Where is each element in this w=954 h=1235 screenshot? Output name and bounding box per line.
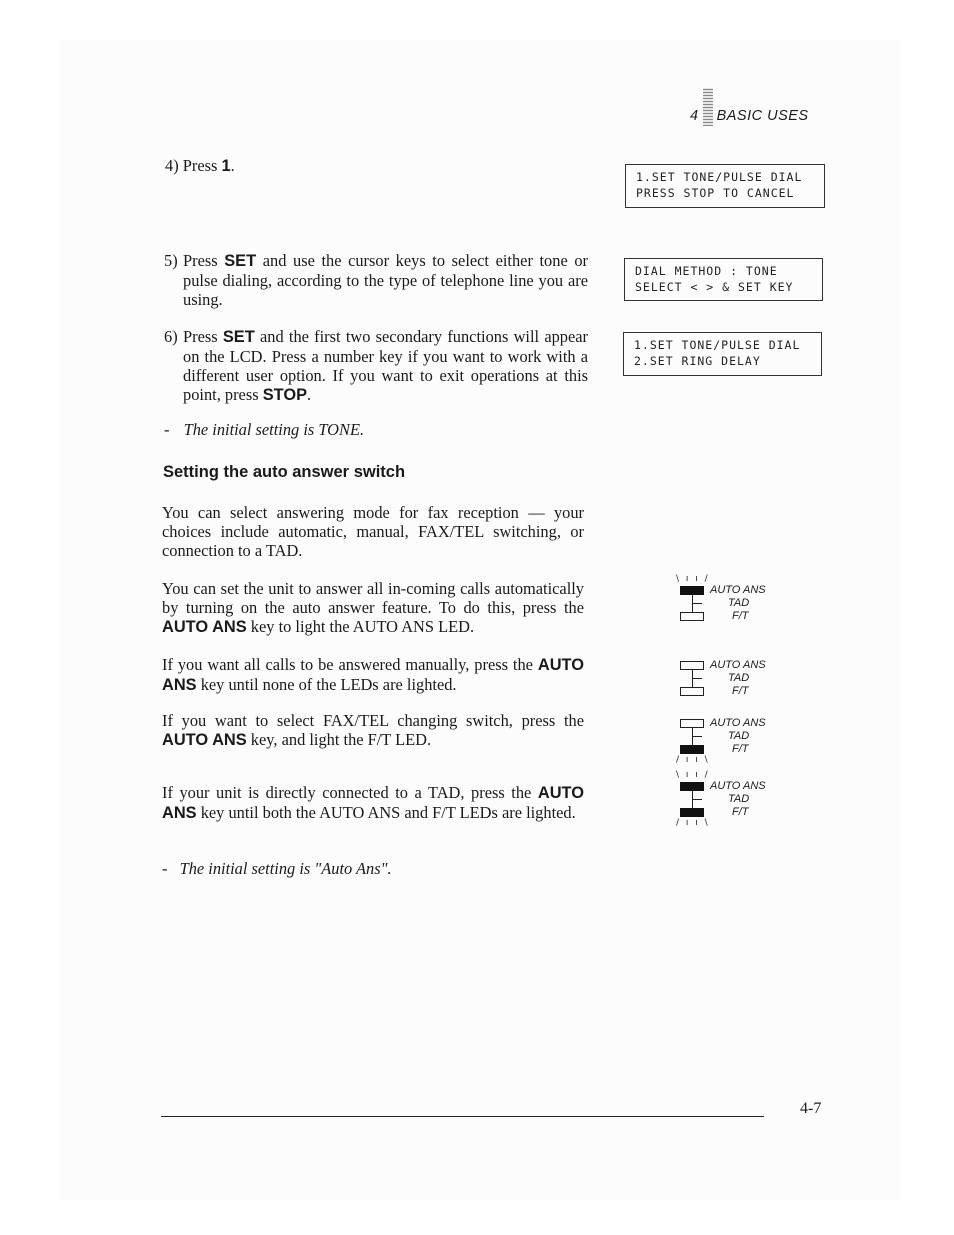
step-5-number: 5) xyxy=(164,251,178,270)
led-ft-icon xyxy=(680,687,704,696)
note-text: The initial setting is TONE. xyxy=(183,420,365,439)
initial-setting-note-2 xyxy=(162,859,392,879)
led-label-ft: F/T xyxy=(732,610,749,622)
step-text-post: . xyxy=(307,385,312,404)
para-text-pre: You can set the unit to answer all in-coming calls automatically by turning on the auto answer feature. To do this, press the xyxy=(162,579,584,617)
led-label-ft: F/T xyxy=(732,743,749,755)
key-name: SET xyxy=(222,328,255,346)
step-5-text xyxy=(183,251,588,309)
led-ft-icon xyxy=(680,745,704,754)
chapter-title: BASIC USES xyxy=(716,108,809,124)
led-tad-tick xyxy=(692,678,702,679)
step-text-post: and use the cursor keys to select either tone or pulse dialing, according to the type of telephone line you are using. xyxy=(183,251,588,309)
lcd-line-1: DIAL METHOD : TONE xyxy=(635,264,778,278)
section-title: Setting the auto answer switch xyxy=(163,463,406,481)
led-label-tad: TAD xyxy=(728,597,750,609)
lcd-line-2: 2.SET RING DELAY xyxy=(634,354,761,368)
led-label-tad: TAD xyxy=(728,672,750,684)
key-name: AUTO ANS xyxy=(162,784,584,822)
lcd-line-1: 1.SET TONE/PULSE DIAL xyxy=(636,170,803,184)
lcd-display-3 xyxy=(623,332,822,376)
para-tad xyxy=(162,783,584,823)
note-dash: - xyxy=(164,420,170,439)
initial-setting-note-1 xyxy=(164,420,364,440)
lcd-line-2: PRESS STOP TO CANCEL xyxy=(636,186,795,200)
led-glow-icon: / ı ı \ xyxy=(676,755,710,765)
led-label-auto-ans: AUTO ANS xyxy=(710,780,766,792)
led-auto-ans-icon xyxy=(680,782,704,791)
led-glow-icon: \ ı ı / xyxy=(676,770,710,780)
led-ft-icon xyxy=(680,612,704,621)
chapter-number: 4 xyxy=(690,108,699,124)
step-4 xyxy=(165,156,235,176)
led-label-auto-ans: AUTO ANS xyxy=(710,717,766,729)
step-text-mid: and the first two secondary functions will appear on the LCD. Press a number key if you want to work with a different user option. If you want to exit operations at this point, press xyxy=(183,327,588,404)
led-label-auto-ans: AUTO ANS xyxy=(710,659,766,671)
lcd-line-1: 1.SET TONE/PULSE DIAL xyxy=(634,338,801,352)
step-6-number: 6) xyxy=(164,327,178,346)
key-name: AUTO ANS xyxy=(162,656,584,694)
page-number: 4-7 xyxy=(800,1100,822,1117)
running-header xyxy=(690,88,809,126)
led-diagram-manual xyxy=(676,653,786,698)
para-auto-answer xyxy=(162,579,584,637)
led-label-tad: TAD xyxy=(728,730,750,742)
led-tad-tick xyxy=(692,736,702,737)
header-bar-icon xyxy=(703,88,713,126)
key-name-stop: STOP xyxy=(262,386,308,404)
led-label-tad: TAD xyxy=(728,793,750,805)
para-fax-tel xyxy=(162,711,584,750)
led-diagram-tad xyxy=(676,770,786,832)
para-manual xyxy=(162,655,584,695)
led-glow-icon: \ ı ı / xyxy=(676,574,710,584)
para-text-pre: If you want to select FAX/TEL changing switch, press the xyxy=(162,711,584,730)
key-name: AUTO ANS xyxy=(162,618,247,636)
step-text-pre: Press xyxy=(183,327,223,346)
para-answer-modes: You can select answering mode for fax reception — your choices include automatic, manual, FAX/TEL switching, or connection to a TAD. xyxy=(162,503,584,560)
led-tad-tick xyxy=(692,799,702,800)
led-label-ft: F/T xyxy=(732,806,749,818)
led-auto-ans-icon xyxy=(680,661,704,670)
step-text-pre: Press xyxy=(183,251,225,270)
para-text-pre: If your unit is directly connected to a TAD, press the xyxy=(162,783,538,802)
step-6-text xyxy=(183,327,588,405)
key-name: 1 xyxy=(221,157,231,175)
led-auto-ans-icon xyxy=(680,719,704,728)
para-text-post: key until both the AUTO ANS and F/T LEDs are lighted. xyxy=(196,803,576,822)
para-text-post: key until none of the LEDs are lighted. xyxy=(196,675,457,694)
para-text-pre: If you want all calls to be answered manually, press the xyxy=(162,655,538,674)
lcd-display-2 xyxy=(624,258,823,301)
led-ft-icon xyxy=(680,808,704,817)
led-diagram-fax-tel xyxy=(676,711,786,765)
led-tad-tick xyxy=(692,603,702,604)
led-glow-icon: / ı ı \ xyxy=(676,818,710,828)
key-name: SET xyxy=(224,252,257,270)
step-text-pre: Press xyxy=(182,156,222,175)
led-label-auto-ans: AUTO ANS xyxy=(710,584,766,596)
led-diagram-auto-ans xyxy=(676,574,786,628)
note-dash: - xyxy=(162,859,168,878)
footer-rule xyxy=(161,1116,764,1117)
lcd-line-2: SELECT < > & SET KEY xyxy=(635,280,794,294)
key-name: AUTO ANS xyxy=(162,731,247,749)
lcd-display-1 xyxy=(625,164,825,208)
led-label-ft: F/T xyxy=(732,685,749,697)
led-auto-ans-icon xyxy=(680,586,704,595)
para-text-post: key, and light the F/T LED. xyxy=(246,730,432,749)
note-text: The initial setting is "Auto Ans". xyxy=(179,859,392,878)
step-number: 4) xyxy=(165,156,179,175)
para-text-post: key to light the AUTO ANS LED. xyxy=(246,617,475,636)
step-text-post: . xyxy=(230,156,235,175)
